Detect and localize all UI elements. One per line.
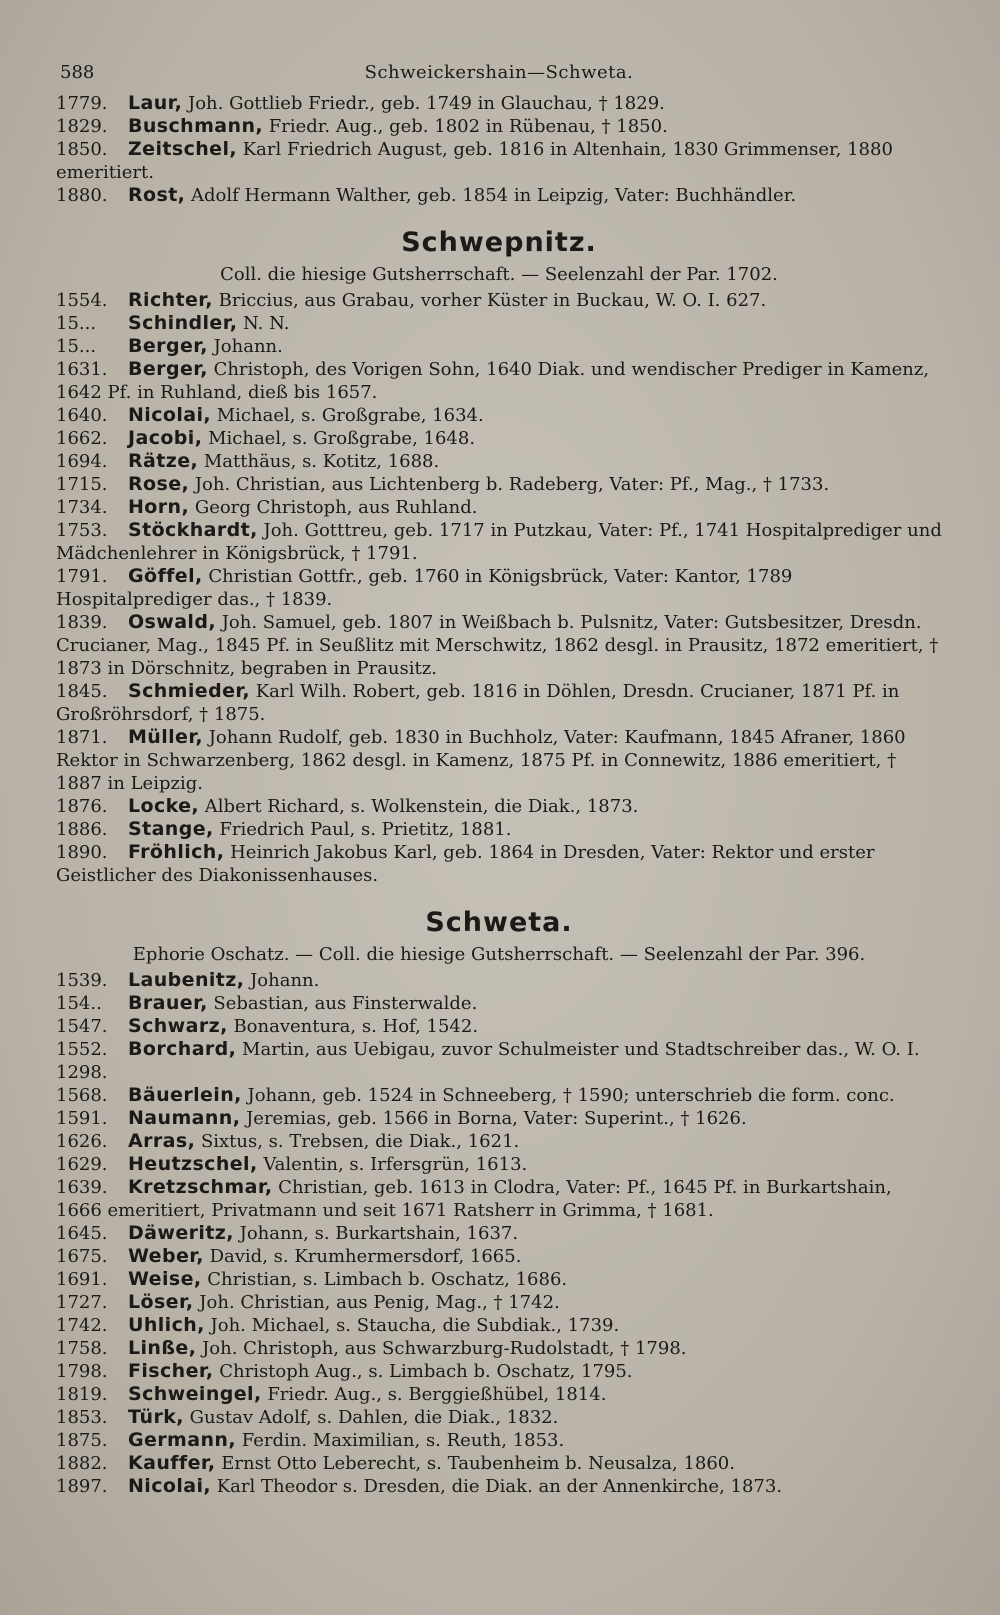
- entry-name: Rost,: [128, 184, 186, 206]
- list-item: [56, 1429, 942, 1452]
- entry-text: David, s. Krumhermersdorf, 1665.: [209, 1246, 522, 1267]
- section-schweta: [56, 907, 942, 1498]
- entry-name: Schweingel,: [128, 1383, 262, 1405]
- entry-text: Christian, s. Limbach b. Oschatz, 1686.: [207, 1269, 568, 1290]
- list-item: [56, 289, 942, 312]
- list-item: [56, 496, 942, 519]
- list-item: [56, 312, 942, 335]
- entry-year: 1798.: [56, 1361, 108, 1382]
- list-item: [56, 1130, 942, 1153]
- entry-year: 1639.: [56, 1177, 108, 1198]
- entry-year: 1839.: [56, 612, 108, 633]
- entry-year: 1645.: [56, 1223, 108, 1244]
- entry-name: Schmieder,: [128, 680, 250, 702]
- entry-text: Joh. Michael, s. Staucha, die Subdiak., 1739.: [210, 1315, 620, 1336]
- entry-year: 15...: [56, 313, 97, 334]
- entry-name: Germann,: [128, 1429, 236, 1451]
- entry-name: Rose,: [128, 473, 190, 495]
- entry-name: Nicolai,: [128, 1475, 211, 1497]
- list-item: [56, 841, 942, 887]
- entry-year: 154..: [56, 993, 102, 1014]
- entry-year: 1875.: [56, 1430, 108, 1451]
- entry-name: Göffel,: [128, 565, 203, 587]
- entry-text: Christian Gottfr., geb. 1760 in Königsbrück, Vater: Kantor, 1789 Hospitalprediger das., † 1839.: [56, 566, 793, 610]
- entry-text: Adolf Hermann Walther, geb. 1854 in Leipzig, Vater: Buchhändler.: [191, 185, 797, 206]
- entry-year: 1539.: [56, 970, 108, 991]
- entry-list: [56, 289, 942, 887]
- entry-name: Fröhlich,: [128, 841, 225, 863]
- entry-name: Türk,: [128, 1406, 184, 1428]
- entry-year: 1829.: [56, 116, 108, 137]
- entry-text: Bonaventura, s. Hof, 1542.: [233, 1016, 479, 1037]
- entry-text: Friedr. Aug., geb. 1802 in Rübenau, † 1850.: [268, 116, 668, 137]
- entry-year: 1753.: [56, 520, 108, 541]
- continued-entries: [56, 92, 942, 207]
- entry-name: Kauffer,: [128, 1452, 216, 1474]
- entry-name: Locke,: [128, 795, 200, 817]
- entry-year: 1779.: [56, 93, 108, 114]
- entry-name: Kretzschmar,: [128, 1176, 273, 1198]
- entry-year: 1897.: [56, 1476, 108, 1497]
- list-item: [56, 1314, 942, 1337]
- page-header: [56, 56, 942, 92]
- list-item: [56, 1383, 942, 1406]
- entry-name: Jacobi,: [128, 427, 203, 449]
- entry-text: Jeremias, geb. 1566 in Borna, Vater: Superint., † 1626.: [246, 1108, 747, 1129]
- entry-text: Sixtus, s. Trebsen, die Diak., 1621.: [200, 1131, 520, 1152]
- section-meta: Ephorie Oschatz. — Coll. die hiesige Gutsherrschaft. — Seelenzahl der Par. 396.: [132, 944, 866, 965]
- entry-year: 1882.: [56, 1453, 108, 1474]
- entry-name: Laubenitz,: [128, 969, 245, 991]
- list-item: [56, 1038, 942, 1084]
- entry-text: Michael, s. Großgrabe, 1634.: [216, 405, 484, 426]
- entry-text: Ferdin. Maximilian, s. Reuth, 1853.: [241, 1430, 565, 1451]
- list-item: [56, 1291, 942, 1314]
- entry-name: Naumann,: [128, 1107, 241, 1129]
- entry-year: 15...: [56, 336, 97, 357]
- entry-year: 1727.: [56, 1292, 108, 1313]
- entry-year: 1691.: [56, 1269, 108, 1290]
- entry-year: 1871.: [56, 727, 108, 748]
- entry-year: 1734.: [56, 497, 108, 518]
- list-item: [56, 138, 942, 184]
- entry-year: 1791.: [56, 566, 108, 587]
- entry-name: Löser,: [128, 1291, 194, 1313]
- entry-year: 1742.: [56, 1315, 108, 1336]
- entry-name: Arras,: [128, 1130, 196, 1152]
- entry-year: 1853.: [56, 1407, 108, 1428]
- entry-name: Laur,: [128, 92, 183, 114]
- list-item: [56, 1015, 942, 1038]
- list-item: [56, 335, 942, 358]
- entry-text: Briccius, aus Grabau, vorher Küster in Buckau, W. O. I. 627.: [218, 290, 767, 311]
- entry-text: Sebastian, aus Finsterwalde.: [213, 993, 478, 1014]
- entry-text: Friedr. Aug., s. Berggießhübel, 1814.: [267, 1384, 607, 1405]
- list-item: [56, 1153, 942, 1176]
- entry-text: Karl Wilh. Robert, geb. 1816 in Döhlen, Dresdn. Crucianer, 1871 Pf. in Großröhrsdorf, † 1875.: [56, 681, 900, 725]
- entry-text: Heinrich Jakobus Karl, geb. 1864 in Dresden, Vater: Rektor und erster Geistlicher des Diakonissenhauses.: [56, 842, 875, 886]
- list-item: [56, 1475, 942, 1498]
- entry-text: Joh. Gotttreu, geb. 1717 in Putzkau, Vater: Pf., 1741 Hospitalprediger und Mädchenlehrer in Königsbrück, † 1791.: [56, 520, 942, 564]
- entry-year: 1819.: [56, 1384, 108, 1405]
- entry-name: Weber,: [128, 1245, 204, 1267]
- entry-year: 1552.: [56, 1039, 108, 1060]
- list-item: [56, 795, 942, 818]
- entry-text: Joh. Christian, aus Lichtenberg b. Radeberg, Vater: Pf., Mag., † 1733.: [194, 474, 830, 495]
- entry-text: Karl Theodor s. Dresden, die Diak. an der Annenkirche, 1873.: [216, 1476, 783, 1497]
- list-item: [56, 1107, 942, 1130]
- entry-name: Rätze,: [128, 450, 199, 472]
- entry-year: 1662.: [56, 428, 108, 449]
- entry-name: Buschmann,: [128, 115, 263, 137]
- list-item: [56, 404, 942, 427]
- entry-text: Joh. Christian, aus Penig, Mag., † 1742.: [199, 1292, 560, 1313]
- entry-year: 1758.: [56, 1338, 108, 1359]
- list-item: [56, 473, 942, 496]
- list-item: [56, 969, 942, 992]
- list-item: [56, 565, 942, 611]
- entry-year: 1626.: [56, 1131, 108, 1152]
- list-item: [56, 1360, 942, 1383]
- entry-text: Matthäus, s. Kotitz, 1688.: [203, 451, 440, 472]
- entry-year: 1715.: [56, 474, 108, 495]
- list-item: [56, 450, 942, 473]
- entry-text: Albert Richard, s. Wolkenstein, die Diak., 1873.: [204, 796, 639, 817]
- entry-name: Schwarz,: [128, 1015, 228, 1037]
- list-item: [56, 1452, 942, 1475]
- entry-year: 1876.: [56, 796, 108, 817]
- entry-year: 1547.: [56, 1016, 108, 1037]
- entry-name: Nicolai,: [128, 404, 211, 426]
- list-item: [56, 1245, 942, 1268]
- list-item: [56, 92, 942, 115]
- list-item: [56, 818, 942, 841]
- entry-text: Joh. Gottlieb Friedr., geb. 1749 in Glauchau, † 1829.: [187, 93, 665, 114]
- entry-year: 1554.: [56, 290, 108, 311]
- entry-text: N. N.: [243, 313, 290, 334]
- list-item: [56, 680, 942, 726]
- list-item: [56, 519, 942, 565]
- entry-year: 1640.: [56, 405, 108, 426]
- entry-text: Valentin, s. Irfersgrün, 1613.: [263, 1154, 528, 1175]
- entry-name: Heutzschel,: [128, 1153, 258, 1175]
- page-number: 588: [60, 62, 95, 83]
- entry-text: Gustav Adolf, s. Dahlen, die Diak., 1832.: [189, 1407, 559, 1428]
- entry-name: Oswald,: [128, 611, 216, 633]
- list-item: [56, 427, 942, 450]
- list-item: [56, 1406, 942, 1429]
- entry-year: 1629.: [56, 1154, 108, 1175]
- entry-text: Georg Christoph, aus Ruhland.: [194, 497, 478, 518]
- entry-text: Martin, aus Uebigau, zuvor Schulmeister und Stadtschreiber das., W. O. I. 1298.: [56, 1039, 920, 1083]
- entry-text: Johann.: [213, 336, 283, 357]
- entry-year: 1631.: [56, 359, 108, 380]
- entry-text: Christoph, des Vorigen Sohn, 1640 Diak. und wendischer Prediger in Kamenz, 1642 Pf. in Ruhland, dieß bis 1657.: [56, 359, 930, 403]
- running-title: Schweickershain—Schweta.: [364, 62, 634, 83]
- entry-year: 1850.: [56, 139, 108, 160]
- list-item: [56, 1337, 942, 1360]
- entry-year: 1845.: [56, 681, 108, 702]
- entry-name: Däweritz,: [128, 1222, 234, 1244]
- entry-name: Müller,: [128, 726, 203, 748]
- list-item: [56, 992, 942, 1015]
- list-item: [56, 115, 942, 138]
- section-meta: Coll. die hiesige Gutsherrschaft. — Seelenzahl der Par. 1702.: [220, 264, 778, 285]
- list-item: [56, 611, 942, 680]
- entry-text: Michael, s. Großgrabe, 1648.: [208, 428, 476, 449]
- entry-year: 1591.: [56, 1108, 108, 1129]
- entry-text: Johann, s. Burkartshain, 1637.: [239, 1223, 519, 1244]
- entry-name: Stöckhardt,: [128, 519, 258, 541]
- entry-text: Johann Rudolf, geb. 1830 in Buchholz, Vater: Kaufmann, 1845 Afraner, 1860 Rektor in Schwarzenberg, 1862 desgl. in Kamenz, 1875 Pf. in Connewitz, 1886 emeritiert, † 1887 in Leipzig.: [56, 727, 906, 794]
- entry-text: Johann.: [250, 970, 320, 991]
- entry-year: 1568.: [56, 1085, 108, 1106]
- entry-name: Brauer,: [128, 992, 208, 1014]
- entry-text: Johann, geb. 1524 in Schneeberg, † 1590; unterschrieb die form. conc.: [247, 1085, 895, 1106]
- section-title: Schweta.: [425, 907, 573, 938]
- entry-text: Joh. Samuel, geb. 1807 in Weißbach b. Pulsnitz, Vater: Gutsbesitzer, Dresdn. Crucianer, Mag., 1845 Pf. in Seußlitz mit Merschwitz, 1862 desgl. in Prausitz, 1872 emeritiert, † 1873 in Dörschnitz, begraben in Prausitz.: [56, 612, 939, 679]
- entry-name: Fischer,: [128, 1360, 214, 1382]
- entry-year: 1694.: [56, 451, 108, 472]
- entry-name: Schindler,: [128, 312, 238, 334]
- entry-name: Richter,: [128, 289, 213, 311]
- entry-name: Weise,: [128, 1268, 202, 1290]
- entry-name: Zeitschel,: [128, 138, 237, 160]
- list-item: [56, 184, 942, 207]
- list-item: [56, 1268, 942, 1291]
- entry-name: Bäuerlein,: [128, 1084, 242, 1106]
- entry-text: Friedrich Paul, s. Prietitz, 1881.: [219, 819, 512, 840]
- entry-list: [56, 969, 942, 1498]
- list-item: [56, 358, 942, 404]
- list-item: [56, 726, 942, 795]
- entry-name: Linße,: [128, 1337, 197, 1359]
- list-item: [56, 1084, 942, 1107]
- list-item: [56, 1176, 942, 1222]
- entry-name: Berger,: [128, 335, 208, 357]
- entry-text: Joh. Christoph, aus Schwarzburg-Rudolstadt, † 1798.: [202, 1338, 687, 1359]
- entry-text: Karl Friedrich August, geb. 1816 in Altenhain, 1830 Grimmenser, 1880 emeritiert.: [56, 139, 893, 183]
- entry-year: 1675.: [56, 1246, 108, 1267]
- entry-year: 1880.: [56, 185, 108, 206]
- entry-name: Horn,: [128, 496, 190, 518]
- section-title: Schwepnitz.: [401, 227, 597, 258]
- entry-name: Borchard,: [128, 1038, 237, 1060]
- section-schwepnitz: [56, 227, 942, 887]
- entry-text: Christian, geb. 1613 in Clodra, Vater: Pf., 1645 Pf. in Burkartshain, 1666 emeritiert, Privatmann und seit 1671 Ratsherr in Grimma, † 1681.: [56, 1177, 892, 1221]
- entry-year: 1886.: [56, 819, 108, 840]
- entry-year: 1890.: [56, 842, 108, 863]
- entry-name: Uhlich,: [128, 1314, 205, 1336]
- entry-text: Ernst Otto Leberecht, s. Taubenheim b. Neusalza, 1860.: [221, 1453, 735, 1474]
- entry-name: Stange,: [128, 818, 214, 840]
- list-item: [56, 1222, 942, 1245]
- entry-text: Christoph Aug., s. Limbach b. Oschatz, 1795.: [219, 1361, 633, 1382]
- entry-name: Berger,: [128, 358, 208, 380]
